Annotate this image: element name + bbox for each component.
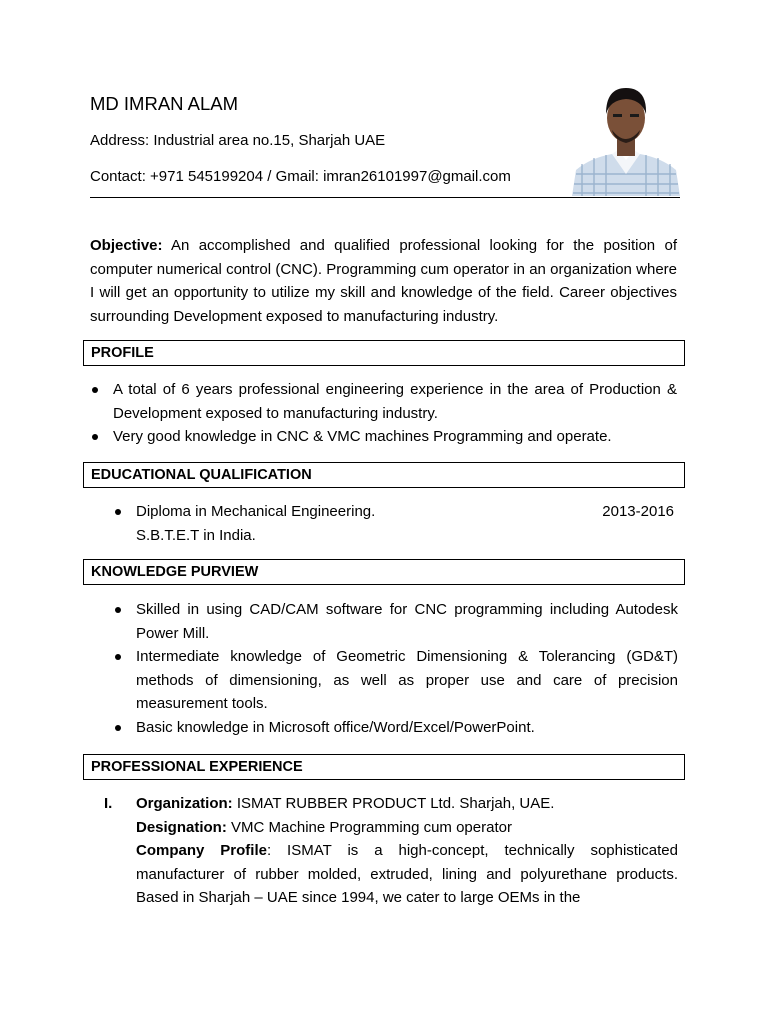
organization-label: Organization: xyxy=(136,795,233,812)
education-degree: Diploma in Mechanical Engineering. xyxy=(136,503,376,520)
organization-value: ISMAT RUBBER PRODUCT Ltd. Sharjah, UAE. xyxy=(232,795,555,812)
list-item: Skilled in using CAD/CAM software for CNC programming including Autodesk Power Mill. xyxy=(113,598,678,645)
section-header-education: EDUCATIONAL QUALIFICATION xyxy=(83,462,685,488)
address: Address: Industrial area no.15, Sharjah UAE xyxy=(90,132,386,149)
profile-list xyxy=(90,378,677,449)
candidate-name: MD IMRAN ALAM xyxy=(90,93,239,114)
bullet-icon xyxy=(92,387,98,393)
list-item: Basic knowledge in Microsoft office/Word/Excel/PowerPoint. xyxy=(113,716,678,740)
knowledge-list xyxy=(113,598,678,739)
section-header-profile: PROFILE xyxy=(83,340,685,366)
list-item: Intermediate knowledge of Geometric Dimensioning & Tolerancing (GD&T) methods of dimensioning, as well as proper use and care of precision measurement tools. xyxy=(113,645,678,716)
header-divider xyxy=(90,197,680,198)
contact-line: Contact: +971 545199204 / Gmail: imran26101997@gmail.com xyxy=(90,168,511,185)
designation-label: Designation: xyxy=(136,818,227,836)
section-header-knowledge: KNOWLEDGE PURVIEW xyxy=(83,559,685,585)
objective-label: Objective: xyxy=(90,237,163,254)
organization-line xyxy=(136,792,678,816)
bullet-icon xyxy=(115,509,121,515)
education-board: S.B.T.E.T in India. xyxy=(136,526,256,544)
list-item: A total of 6 years professional engineering experience in the area of Production & Development exposed to manufacturing industry. xyxy=(90,378,677,425)
company-profile-text: : ISMAT is a high-concept, technically sophisticated manufacturer of rubber molded, extruded, lining and polyurethane products. Based in Sharjah – UAE since 1994, we cater to large OEMs in the xyxy=(136,842,678,906)
bullet-icon xyxy=(92,434,98,440)
entry-number: I. xyxy=(104,795,113,812)
experience-entry xyxy=(90,792,678,910)
list-item xyxy=(113,500,674,547)
education-years: 2013-2016 xyxy=(602,503,674,520)
profile-photo xyxy=(572,78,680,196)
bullet-icon xyxy=(115,607,121,613)
designation-line xyxy=(136,816,678,840)
objective-text: An accomplished and qualified professional looking for the position of computer numerical control (CNC). Programming cum operator in an organization where I will get an opportunity to utilize my skill and knowledge of the field. Career objectives surrounding Development exposed to manufacturing industry. xyxy=(90,237,677,325)
company-profile-line xyxy=(136,839,678,910)
objective-paragraph xyxy=(90,234,677,328)
list-item: Very good knowledge in CNC & VMC machines Programming and operate. xyxy=(90,425,677,449)
education-list xyxy=(113,500,674,547)
section-header-experience: PROFESSIONAL EXPERIENCE xyxy=(83,754,685,780)
designation-value: VMC Machine Programming cum operator xyxy=(226,818,512,836)
company-profile-label: Company Profile xyxy=(136,842,267,859)
bullet-icon xyxy=(115,725,121,731)
bullet-icon xyxy=(115,654,121,660)
